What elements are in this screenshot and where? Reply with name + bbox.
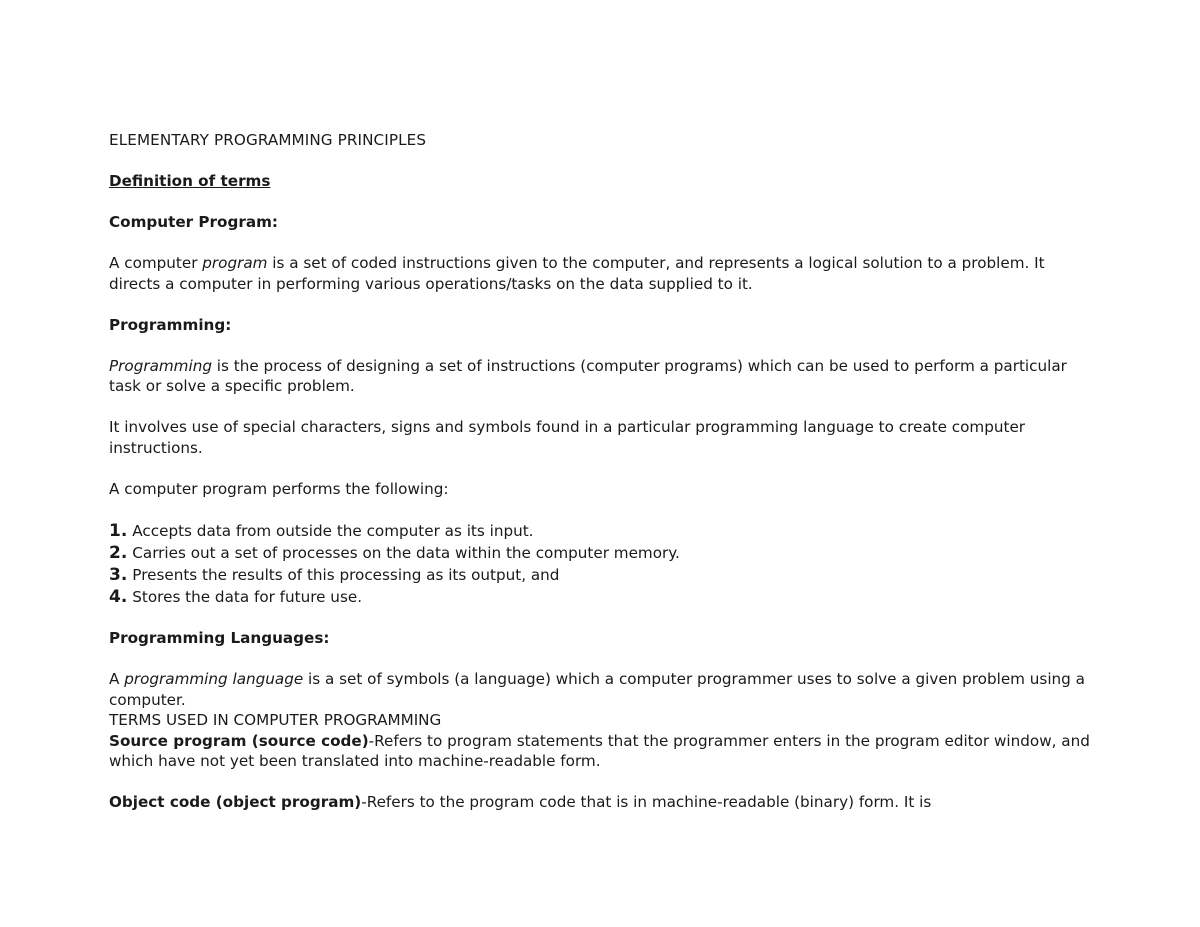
list-item-text: Stores the data for future use. [132, 587, 363, 606]
source-program-term: Source program (source code) [109, 731, 369, 750]
list-intro: A computer program performs the following: [109, 479, 449, 498]
document-title: ELEMENTARY PROGRAMMING PRINCIPLES [109, 131, 427, 149]
program-functions-list [109, 520, 1099, 608]
object-code-term: Object code (object program) [109, 793, 362, 811]
source-program-text: -Refers to program statements that the programmer enters in the program editor window, and which have not yet been translated into machine-readable form. [109, 731, 1090, 770]
definition-term: programming language [124, 670, 304, 688]
definition-text-lead: A computer [109, 254, 203, 272]
definition-text: is a set of symbols (a language) which a computer programmer uses to solve a given problem using a computer. [109, 670, 1085, 709]
list-item-text: Presents the results of this processing as its output, and [132, 565, 560, 584]
definition-text: is the process of designing a set of instructions (computer programs) which can be used to perform a particular task or solve a specific problem. [109, 356, 1067, 395]
list-item-number: 2. [109, 542, 128, 563]
computer-program-heading: Computer Program: [109, 213, 278, 231]
list-item [109, 542, 1099, 564]
definition-text-lead: A [109, 670, 125, 688]
computer-program-definition [109, 253, 1099, 294]
programming-heading: Programming: [109, 315, 232, 334]
source-program-definition [109, 731, 1099, 772]
list-item [109, 520, 1099, 542]
list-item [109, 564, 1099, 586]
programming-description: It involves use of special characters, signs and symbols found in a particular programming language to create computer instructions. [109, 418, 1026, 457]
list-item-text: Accepts data from outside the computer as its input. [132, 521, 534, 540]
definition-term: program [202, 254, 268, 272]
list-item [109, 586, 1099, 608]
definition-text: is a set of coded instructions given to the computer, and represents a logical solution to a problem. It directs a computer in performing various operations/tasks on the data supplied to it. [109, 254, 1045, 293]
section-heading: Definition of terms [109, 172, 271, 190]
programming-language-definition [109, 669, 1099, 710]
list-item-text: Carries out a set of processes on the data within the computer memory. [132, 543, 680, 562]
object-code-text: -Refers to the program code that is in machine-readable (binary) form. It is [361, 793, 932, 811]
list-item-number: 1. [109, 520, 128, 541]
list-item-number: 4. [109, 586, 128, 607]
object-code-definition [109, 792, 1099, 813]
terms-heading: TERMS USED IN COMPUTER PROGRAMMING [109, 711, 442, 729]
definition-term: Programming [109, 356, 212, 375]
programming-languages-heading: Programming Languages: [109, 629, 330, 647]
document-page [109, 130, 1099, 813]
list-item-number: 3. [109, 564, 128, 585]
programming-definition [109, 356, 1099, 397]
